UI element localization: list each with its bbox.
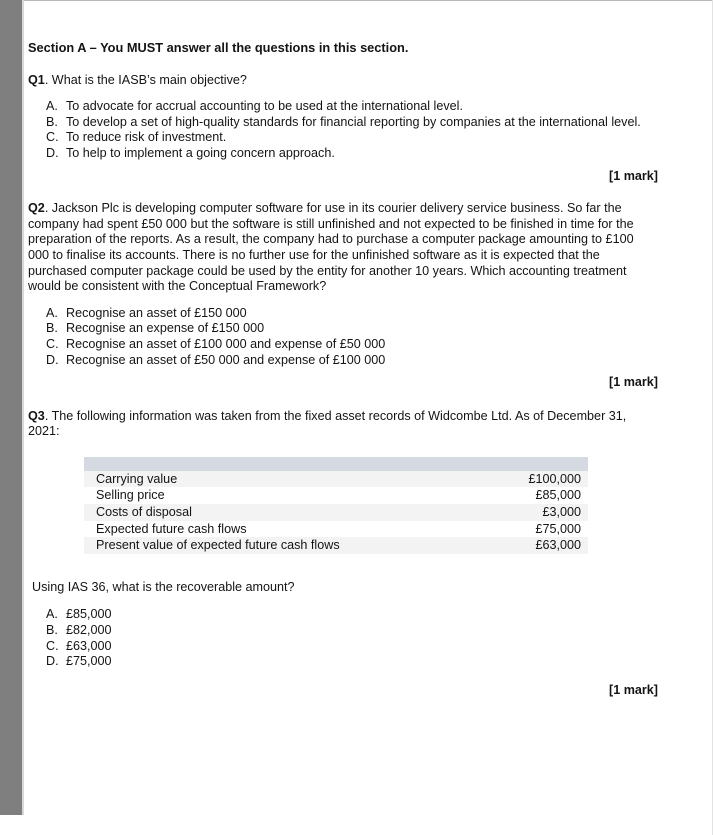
options-list-q2 [28, 306, 658, 368]
table-cell-label: Present value of expected future cash flows [84, 537, 480, 554]
option-q2-c[interactable] [46, 337, 658, 353]
option-label: A. [46, 99, 58, 114]
option-label: C. [46, 638, 59, 653]
options-list-q3 [28, 607, 658, 669]
option-text: £85,000 [66, 607, 112, 622]
option-text: Recognise an asset of £150 000 [66, 305, 247, 320]
table-row [84, 471, 588, 488]
table-cell-value: £85,000 [535, 488, 581, 503]
exam-content [28, 40, 658, 698]
question-prompt-q3: Using IAS 36, what is the recoverable amount? [32, 579, 295, 594]
question-number-q1: Q1 [28, 72, 45, 87]
option-q2-a[interactable] [46, 306, 658, 322]
table-body [84, 471, 588, 554]
question-block-q2 [28, 201, 658, 391]
option-q3-d[interactable] [46, 654, 658, 670]
options-list-q1 [28, 99, 658, 161]
option-q3-a[interactable] [46, 607, 658, 623]
option-q2-b[interactable] [46, 321, 658, 337]
fixed-asset-table-wrapper [28, 457, 658, 554]
option-q2-d[interactable] [46, 353, 658, 369]
option-label: C. [46, 336, 59, 351]
option-label: A. [46, 607, 58, 622]
scan-gutter-band [0, 0, 22, 815]
page-top-border [24, 0, 713, 1]
mark-allocation-q2: [1 mark] [609, 375, 658, 390]
question-stem-q1 [28, 73, 658, 89]
table-head [84, 457, 588, 471]
option-text: To reduce risk of investment. [66, 130, 227, 145]
table-row [84, 487, 588, 504]
table-cell-value: £3,000 [480, 504, 588, 521]
question-text-q2: . Jackson Plc is developing computer software for use in its courier delivery service business. So far the company had spent £50 000 but the software is still unfinished and not expected to be finished in time for the preparation of the reports. As a result, the company had to purchase a computer package amounting to £100 000 to finalise its accounts. There is no further use for the unfinished software as it is expected that the purchased computer package could be used by the entity for another 10 years. Which accounting treatment would be consistent with the Conceptual Framework? [28, 201, 634, 294]
option-label: B. [46, 321, 58, 336]
option-text: To develop a set of high-quality standards for financial reporting by companies at the international level. [66, 114, 641, 129]
option-label: B. [46, 623, 58, 638]
spacer-q2-q3 [28, 391, 658, 409]
table-cell-label: Expected future cash flows [96, 521, 247, 536]
fixed-asset-table [84, 457, 588, 554]
table-cell-label: Costs of disposal [84, 504, 480, 521]
table-header-blank-label [84, 457, 480, 471]
option-label: D. [46, 145, 59, 160]
option-label: D. [46, 654, 59, 669]
option-label: A. [46, 305, 58, 320]
option-text: Recognise an asset of £50 000 and expense of £100 000 [66, 352, 386, 367]
option-q3-b[interactable] [46, 623, 658, 639]
mark-allocation-q1: [1 mark] [609, 168, 658, 183]
option-q1-b[interactable] [46, 115, 658, 131]
table-cell-value: £100,000 [480, 471, 588, 488]
question-block-q1 [28, 73, 658, 185]
section-title: Section A – You MUST answer all the questions in this section. [28, 40, 409, 55]
option-text: £82,000 [66, 623, 112, 638]
table-row [84, 537, 588, 554]
option-label: C. [46, 130, 59, 145]
table-row [84, 504, 588, 521]
option-q1-a[interactable] [46, 99, 658, 115]
question-number-q3: Q3 [28, 408, 45, 423]
option-text: Recognise an expense of £150 000 [66, 321, 265, 336]
option-text: £75,000 [66, 654, 112, 669]
table-header-blank-value [480, 457, 588, 471]
option-q3-c[interactable] [46, 639, 658, 655]
option-label: B. [46, 114, 58, 129]
option-text: To advocate for accrual accounting to be used at the international level. [66, 99, 463, 114]
option-text: To help to implement a going concern approach. [66, 145, 335, 160]
question-text-q1: . What is the IASB’s main objective? [44, 72, 247, 87]
question-block-q3 [28, 409, 658, 699]
option-q1-c[interactable] [46, 130, 658, 146]
spacer-q1-q2 [28, 184, 658, 201]
question-stem-q3 [28, 409, 658, 440]
table-cell-label: Carrying value [84, 471, 480, 488]
option-q1-d[interactable] [46, 146, 658, 162]
mark-allocation-q3: [1 mark] [609, 682, 658, 697]
table-cell-label: Selling price [96, 488, 165, 503]
question-stem-q2 [28, 201, 658, 295]
table-cell-value: £75,000 [535, 521, 581, 536]
table-header-row [84, 457, 588, 471]
option-text: £63,000 [66, 638, 112, 653]
table-row [84, 521, 588, 538]
question-text-q3: . The following information was taken from the fixed asset records of Widcombe Ltd. As of December 31, 2021: [28, 408, 627, 439]
table-cell-value: £63,000 [480, 537, 588, 554]
option-label: D. [46, 352, 59, 367]
question-number-q2: Q2 [28, 201, 45, 216]
option-text: Recognise an asset of £100 000 and expense of £50 000 [66, 336, 386, 351]
